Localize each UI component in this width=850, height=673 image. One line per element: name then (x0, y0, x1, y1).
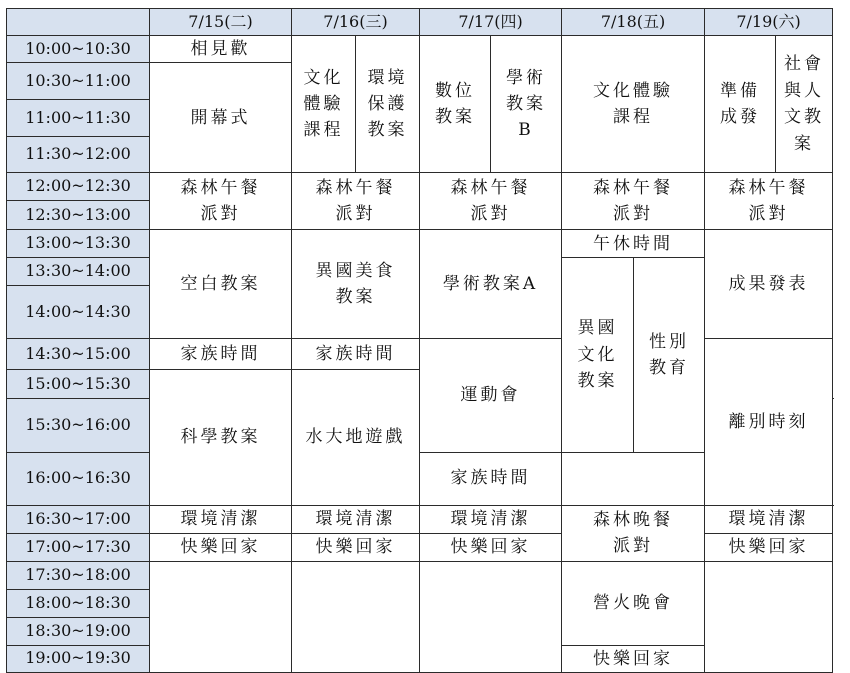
activity-cell: 家族時間 (150, 339, 292, 370)
activity-cell: 快樂回家 (292, 533, 420, 561)
header-corner (7, 9, 150, 36)
activity-cell: 離別時刻 (705, 339, 833, 505)
activity-cell: 文化體驗 課程 (562, 36, 705, 173)
day-header-3: 7/17(四) (420, 9, 562, 36)
time-slot: 10:30~11:00 (7, 63, 150, 100)
time-slot: 15:30~16:00 (7, 399, 150, 452)
activity-cell: 環境清潔 (292, 505, 420, 533)
activity-cell: 文化 體驗 課程 (292, 36, 356, 173)
activity-cell: 水大地遊戲 (292, 370, 420, 505)
activity-cell: 相見歡 (150, 36, 292, 63)
time-slot: 13:30~14:00 (7, 258, 150, 286)
activity-cell: 快樂回家 (705, 533, 833, 561)
activity-cell: 午休時間 (562, 230, 705, 258)
time-slot: 16:00~16:30 (7, 452, 150, 505)
activity-cell: 性別 教育 (634, 258, 705, 452)
empty-cell (292, 561, 420, 672)
time-slot: 17:00~17:30 (7, 533, 150, 561)
activity-cell: 森林晚餐 派對 (562, 505, 705, 561)
activity-cell: 社會 與人 文教 案 (776, 36, 833, 173)
time-slot: 13:00~13:30 (7, 230, 150, 258)
activity-cell: 環境清潔 (705, 505, 833, 533)
activity-cell: 家族時間 (292, 339, 420, 370)
schedule-table (6, 8, 833, 673)
time-slot: 14:00~14:30 (7, 286, 150, 339)
activity-cell: 營火晚會 (562, 561, 705, 645)
day-header-5: 7/19(六) (705, 9, 833, 36)
activity-cell: 森林午餐 派對 (562, 173, 705, 230)
activity-cell: 運動會 (420, 339, 562, 452)
time-slot: 17:30~18:00 (7, 561, 150, 589)
time-slot: 18:00~18:30 (7, 589, 150, 617)
empty-cell (705, 561, 833, 672)
activity-cell: 學術教案A (420, 230, 562, 339)
activity-cell: 快樂回家 (420, 533, 562, 561)
day-header-4: 7/18(五) (562, 9, 705, 36)
activity-cell: 快樂回家 (562, 645, 705, 672)
empty-cell (150, 561, 292, 672)
activity-cell: 環境清潔 (420, 505, 562, 533)
time-slot: 15:00~15:30 (7, 370, 150, 399)
activity-cell: 森林午餐 派對 (705, 173, 833, 230)
time-slot: 12:30~13:00 (7, 201, 150, 230)
activity-cell: 森林午餐 派對 (292, 173, 420, 230)
activity-cell: 學術 教案 B (491, 36, 562, 173)
activity-cell: 快樂回家 (150, 533, 292, 561)
time-slot: 19:00~19:30 (7, 645, 150, 672)
activity-cell: 數位 教案 (420, 36, 491, 173)
activity-cell: 森林午餐 派對 (420, 173, 562, 230)
time-slot: 16:30~17:00 (7, 505, 150, 533)
activity-cell: 森林午餐 派對 (150, 173, 292, 230)
activity-cell: 異國美食 教案 (292, 230, 420, 339)
time-slot: 14:30~15:00 (7, 339, 150, 370)
day-header-2: 7/16(三) (292, 9, 420, 36)
day-header-1: 7/15(二) (150, 9, 292, 36)
activity-cell: 家族時間 (420, 452, 562, 505)
activity-cell: 異國 文化 教案 (562, 258, 634, 452)
activity-cell: 成果發表 (705, 230, 833, 339)
time-slot: 18:30~19:00 (7, 617, 150, 645)
activity-cell: 準備 成發 (705, 36, 776, 173)
time-slot: 11:30~12:00 (7, 137, 150, 173)
empty-cell (420, 561, 562, 672)
activity-cell: 開幕式 (150, 63, 292, 173)
activity-cell: 環境 保護 教案 (356, 36, 420, 173)
activity-cell: 科學教案 (150, 370, 292, 505)
time-slot: 10:00~10:30 (7, 36, 150, 63)
activity-cell: 環境清潔 (150, 505, 292, 533)
time-slot: 12:00~12:30 (7, 173, 150, 201)
activity-cell: 空白教案 (150, 230, 292, 339)
time-slot: 11:00~11:30 (7, 100, 150, 137)
